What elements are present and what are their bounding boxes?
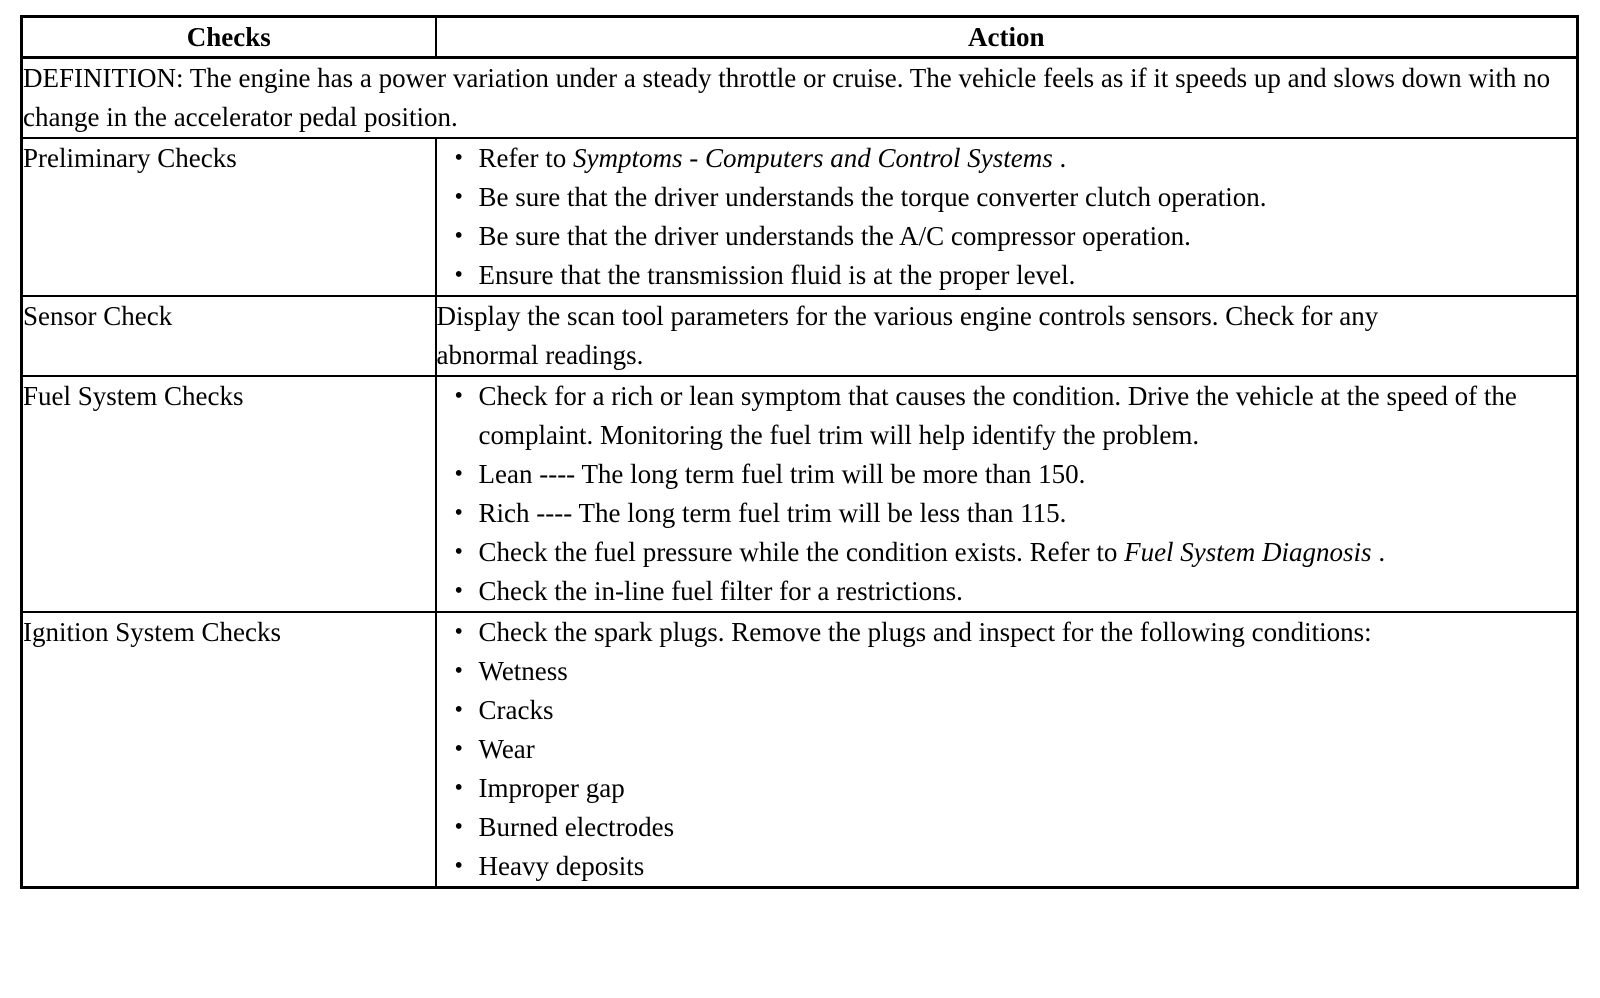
list-item: • Ensure that the transmission fluid is at the proper level. [437,256,1577,295]
row-action [436,376,1578,612]
definition-row [22,58,1578,139]
list-item: • Check the fuel pressure while the condition exists. Refer to Fuel System Diagnosis . [437,533,1577,572]
list-item: • Wetness [437,652,1577,691]
list-item: • Check for a rich or lean symptom that causes the condition. Drive the vehicle at the speed of the complaint. Monitoring the fuel trim will help identify the problem. [437,377,1577,455]
list-item: • Check the in-line fuel filter for a restrictions. [437,572,1577,611]
list-item: • Burned electrodes [437,808,1577,847]
header-action: Action [436,17,1578,58]
reference-link: Fuel System Diagnosis [1124,537,1372,567]
definition-text: DEFINITION: The engine has a power variation under a steady throttle or cruise. The vehicle feels as if it speeds up and slows down with no change in the accelerator pedal position. [22,58,1578,139]
action-text: Display the scan tool parameters for the various engine controls sensors. Check for any abnormal readings. [436,301,1379,370]
action-list [437,613,1577,886]
table-row [22,612,1578,888]
table-row [22,138,1578,296]
reference-link: Symptoms - Computers and Control Systems [572,143,1053,173]
row-label: Ignition System Checks [22,612,436,888]
list-item: • Rich ---- The long term fuel trim will be less than 115. [437,494,1577,533]
list-item: • Refer to Symptoms - Computers and Control Systems . [437,139,1577,178]
header-checks: Checks [22,17,436,58]
list-item: • Check the spark plugs. Remove the plugs and inspect for the following conditions: [437,613,1577,652]
table-row [22,296,1578,376]
diagnostic-table [20,15,1579,889]
row-label: Sensor Check [22,296,436,376]
row-label: Fuel System Checks [22,376,436,612]
row-action [436,612,1578,888]
action-list [437,377,1577,611]
list-item: • Lean ---- The long term fuel trim will be more than 150. [437,455,1577,494]
list-item: • Improper gap [437,769,1577,808]
list-item: • Wear [437,730,1577,769]
list-item: • Heavy deposits [437,847,1577,886]
list-item: • Be sure that the driver understands the A/C compressor operation. [437,217,1577,256]
list-item: • Be sure that the driver understands the torque converter clutch operation. [437,178,1577,217]
row-label: Preliminary Checks [22,138,436,296]
table-row [22,376,1578,612]
action-list [437,139,1577,295]
row-action [436,296,1578,376]
header-row [22,17,1578,58]
row-action [436,138,1578,296]
list-item: • Cracks [437,691,1577,730]
